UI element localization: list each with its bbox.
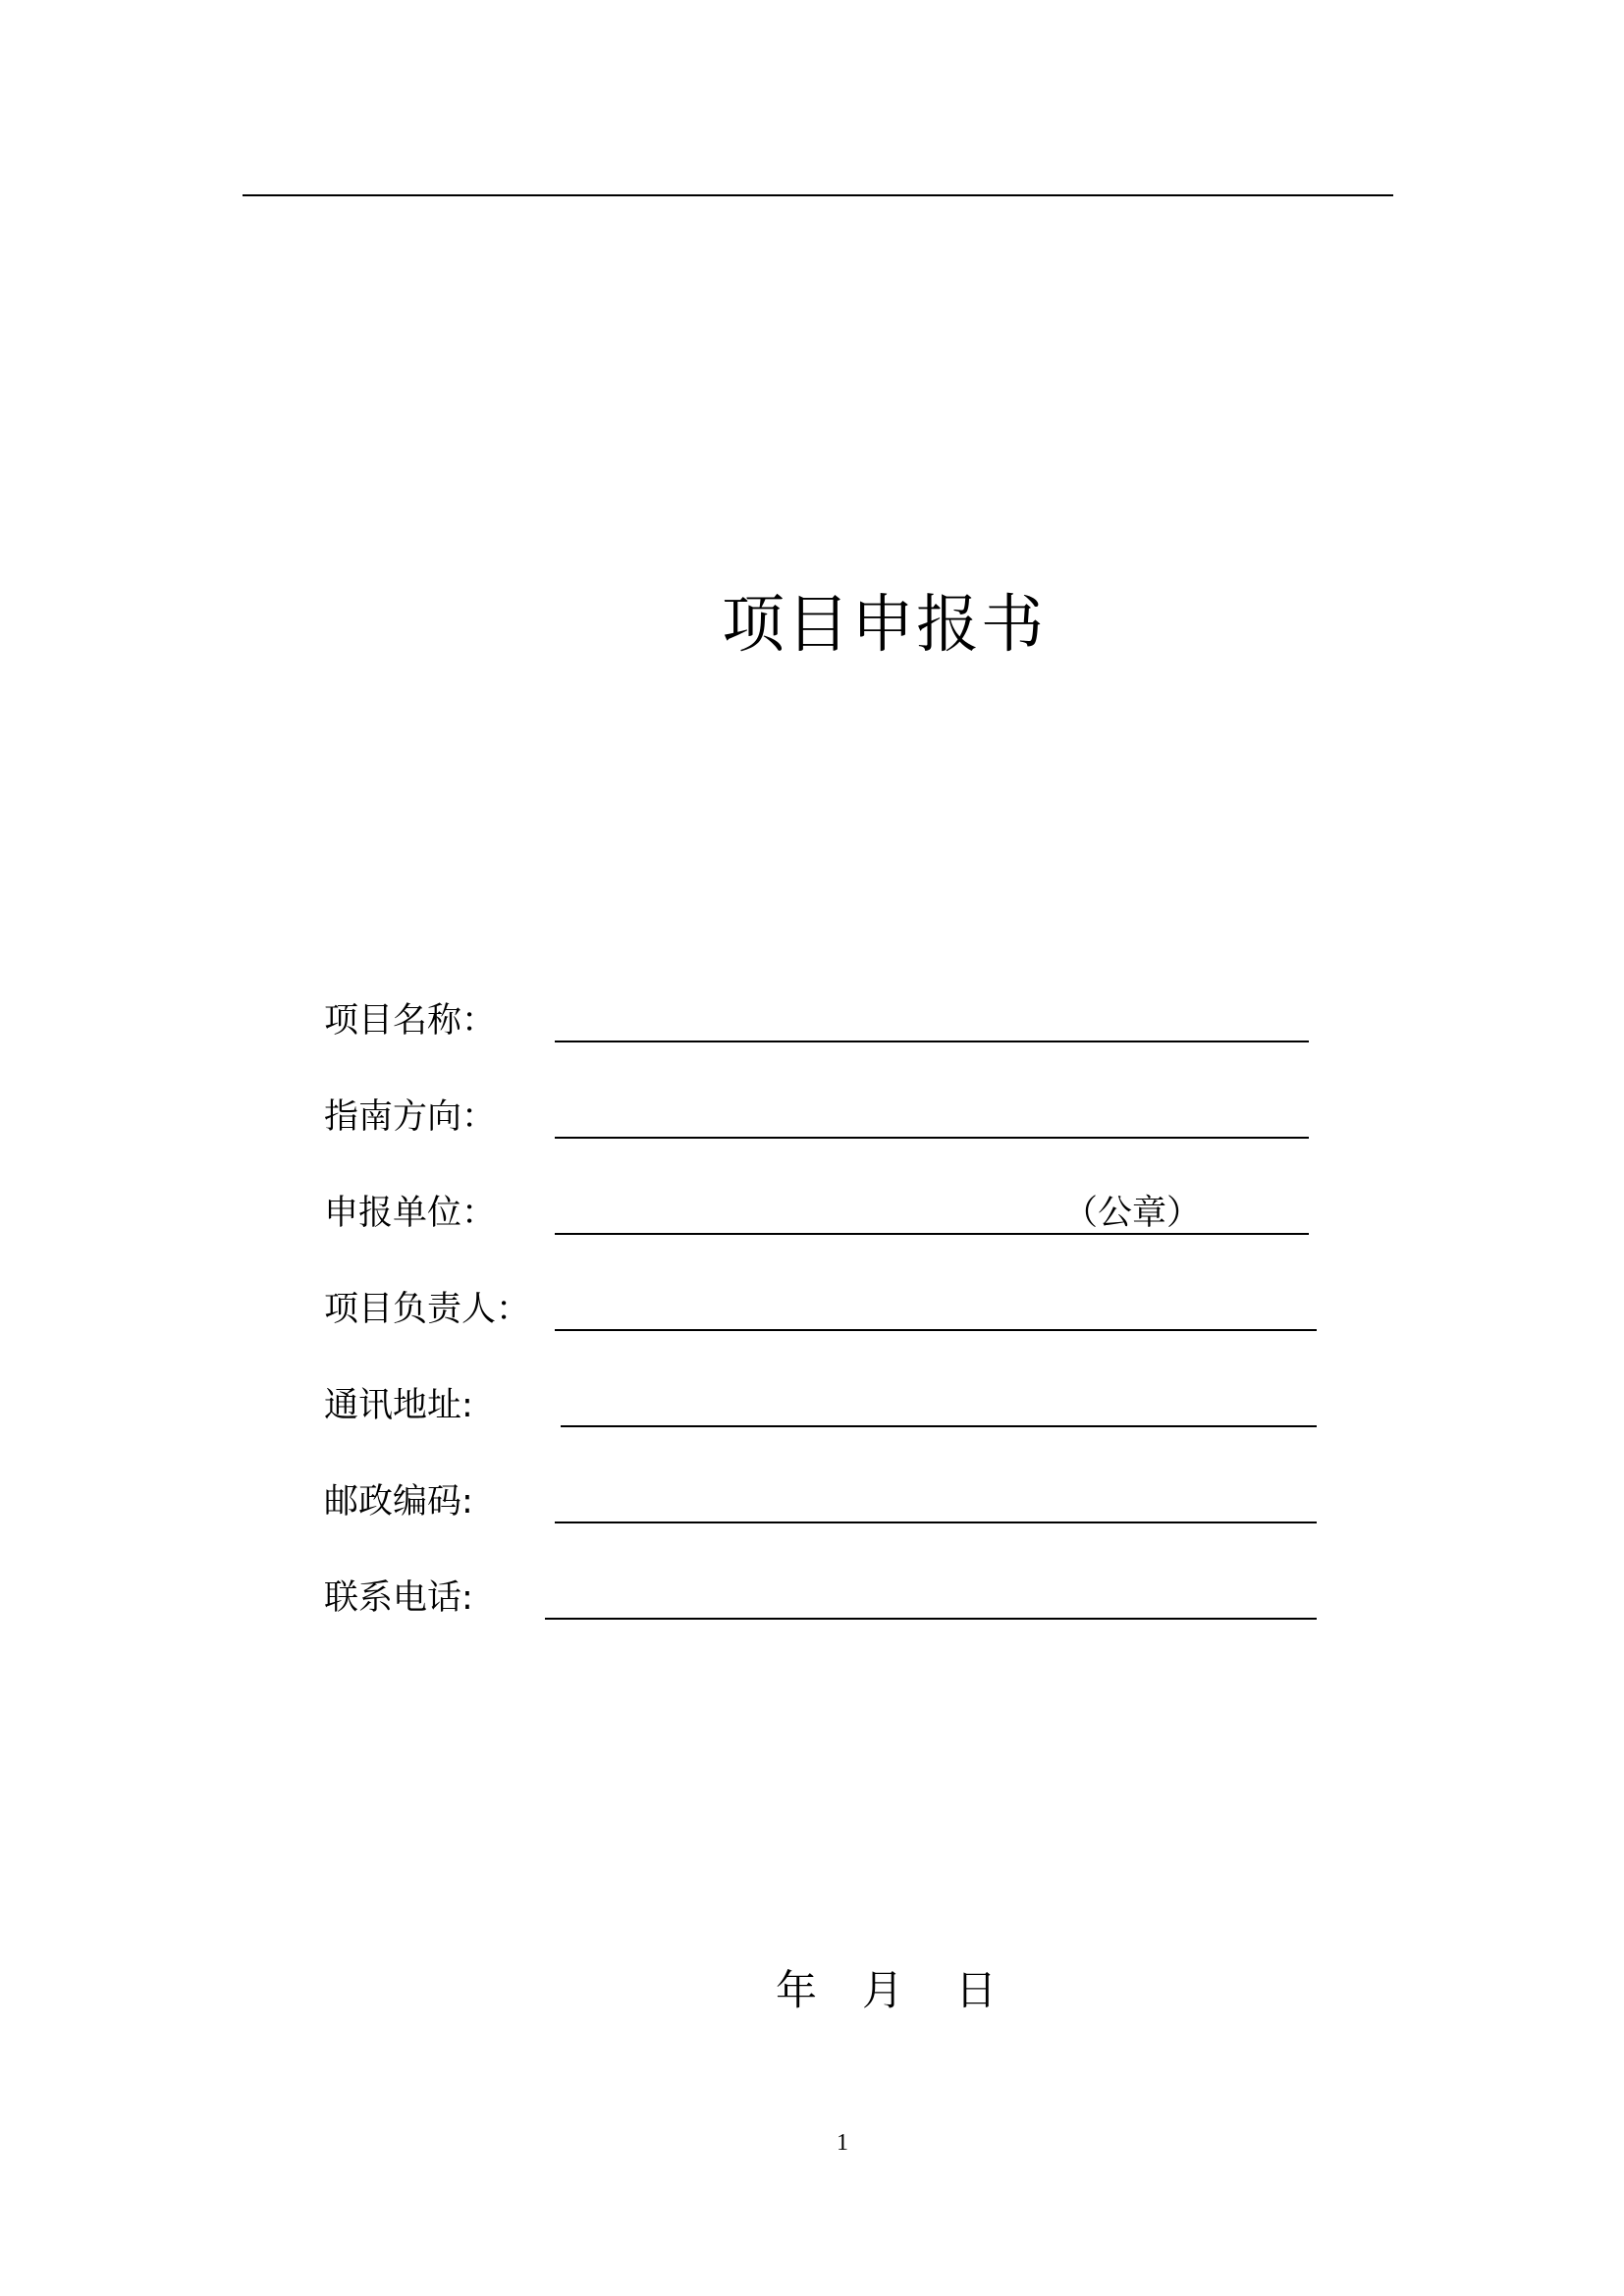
field-contact-phone <box>0 1569 1624 1628</box>
field-label: 邮政编码: <box>324 1482 473 1522</box>
field-label: 通讯地址: <box>324 1386 473 1425</box>
field-label: 联系电话: <box>324 1578 473 1618</box>
date-month: 月 <box>862 1966 904 2014</box>
date-line <box>0 1961 1624 2020</box>
fill-in-line[interactable] <box>555 1041 1309 1042</box>
fill-in-line[interactable] <box>555 1329 1317 1331</box>
fill-in-line[interactable] <box>555 1522 1317 1523</box>
header-rule <box>243 194 1393 196</box>
field-label: 项目名称： <box>324 1001 497 1041</box>
date-year: 年 <box>776 1966 818 2014</box>
field-postal-code <box>0 1472 1624 1531</box>
document-title: 项目申报书 <box>722 589 1046 662</box>
field-guide-direction <box>0 1088 1624 1147</box>
date-day: 日 <box>955 1966 998 2014</box>
field-label: 项目负责人： <box>324 1290 531 1329</box>
field-mailing-address <box>0 1376 1624 1435</box>
field-label: 申报单位： <box>324 1194 497 1233</box>
field-applicant-unit <box>0 1184 1624 1243</box>
field-label: 指南方向： <box>324 1097 497 1137</box>
page-number: 1 <box>837 2130 848 2156</box>
field-project-name <box>0 991 1624 1050</box>
fill-in-line[interactable] <box>561 1425 1317 1427</box>
official-seal-note: （公章） <box>1063 1194 1202 1233</box>
fill-in-line[interactable] <box>555 1137 1309 1139</box>
fill-in-line[interactable] <box>545 1618 1317 1620</box>
field-project-leader <box>0 1280 1624 1339</box>
